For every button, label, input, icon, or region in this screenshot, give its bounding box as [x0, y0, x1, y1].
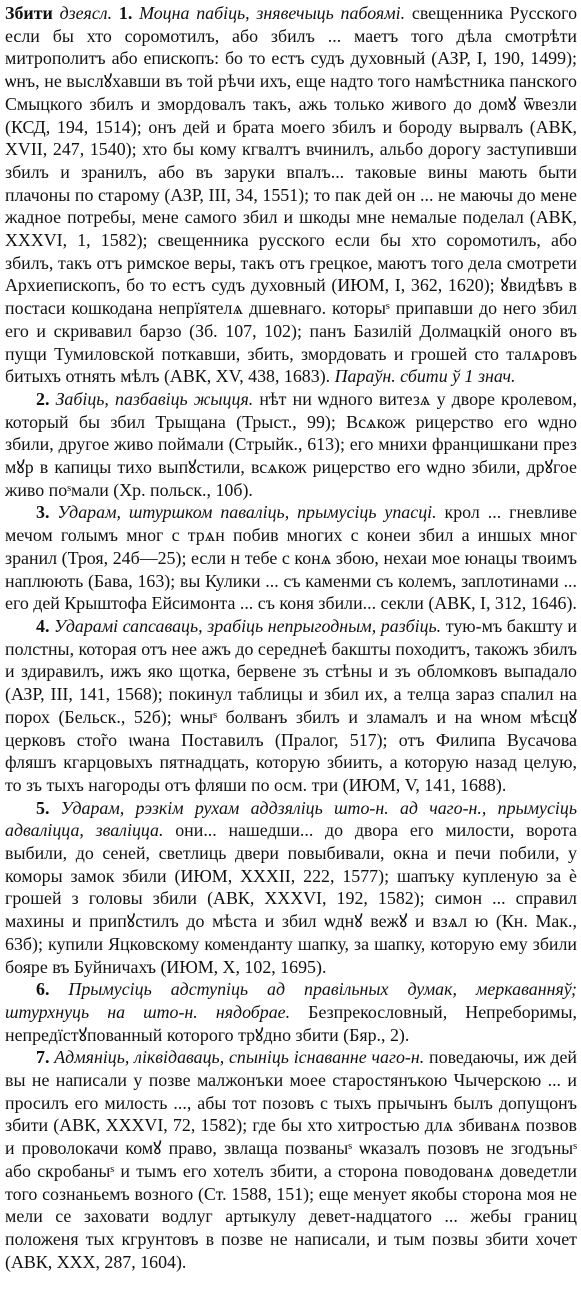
cross-reference: Параўн. сбити ў 1 знач.: [334, 366, 516, 387]
sense-number: 2.: [36, 388, 50, 409]
sense-number: 1.: [118, 3, 133, 23]
sense-gloss: Забіць, пазбавіць жыцця.: [55, 388, 254, 409]
sense-citations: тую-мъ бакшту и полстны, которая отъ нее ажъ до середнеѣ бакшты походитъ, такожъ збилъ и здиравилъ, ижъ яко щотка, бервене зъ стѣны и зъ обломковъ выпадало (АЗР, III, 141, 1568); покинул таблицы и збил их, а телца зараз спалил на порох (Бельск., 52б); ѡныˢ болванъ збилъ и зламалъ и на ѡном мѣсцꙋ церковъ сто̃го ιѡана Поставилъ (Пралог, 517); отъ Филипа Вусачова фляшъ кгарцовыхъ пятнадцать, которую збиить, а которую назад целую, то зъ тыхъ нагороды отъ фляши по осм. три (ИЮМ, V, 141, 1688).: [5, 615, 577, 795]
sense-gloss: Моцна пабіць, знявечыць пабоямі.: [139, 3, 406, 23]
headword: Збити: [5, 3, 53, 23]
sense-citations: свещенника Русского если бы хто соромотилъ, або збилъ ... маетъ того дѣла смотрѣти митрополитъ або епископъ: бо то естъ судъ духовный (АЗР, I, 190, 1499); ѡнъ, не выслꙋхавши въ той рѣчи ихъ, еще надто того намѣстника панского Смыцкого збилъ и змордовалъ такъ, ажь только живого до домꙋ ѿвезли (КСД, 194, 1514); онъ дей и брата моего збилъ и бороду вырвалъ (АВК, XVII, 247, 1540); хто бы кому кгвалтъ вчинилъ, альбо дорогу заступивши збилъ и зранилъ, або въ заруки впалъ... таковые вины мають быти плачоны по старому (АЗР, III, 34, 1551); то пак дей он ... не маючы до мене жадное потребы, мене самого збил и шкоды мне немалые поделал (АВК, XXXVI, 1, 1582); свещенника русского если бы хто соромотилъ, або збилъ, такъ отъ римское веры, такъ отъ грецкое, маютъ того дела смотрети Архиепископъ, бо то естъ судъ духовный (ИЮМ, I, 362, 1620); ꙋвидѣвъ в постаси кошкодана непрїятелѧ дшевнаго. которыˢ припавши до него збил его и скривавил барзо (Зб. 107, 102); панъ Базилій Долмацкій оного въ пущи Тумиловской поткавши, збить, змордовать и грошей сто талѧровъ битыхъ отнять мѣлъ (АВК, XV, 438, 1683).: [5, 3, 578, 387]
sense-number: 3.: [36, 502, 50, 523]
sense-citations: они... нашедши... до двора его милости, ворота выбили, до сеней, светлиць двери повыбивали, окна и печи побили, у коморы замок збили (ИЮМ, XXXII, 222, 1577); шапъку купленую за ѐ грошей з головы збили (АВК, XXXVI, 192, 1582); симон ... справил махины и припꙋстилъ до мѣста и збил ѡднꙋ вежꙋ и взѧл ю (Кн. Мак., 63б); купили Яцковскому коменданту шапку, за шапку, которую ему збили бояре въ Буйничахъ (ИЮМ, X, 102, 1695).: [5, 820, 577, 977]
sense-citations: Безпрекословный, Непреборимы, непредїстꙋпованный которого трꙋдно збити (Бяр., 2).: [5, 1001, 577, 1045]
sense-4: [5, 615, 577, 797]
sense-gloss: Адмяніць, ліквідаваць, спыніць існаванне чаго-н.: [54, 1047, 425, 1068]
sense-6: [5, 978, 577, 1046]
sense-number: 6.: [36, 979, 50, 1000]
sense-1: [5, 2, 577, 388]
sense-number: 5.: [36, 797, 50, 818]
sense-citations: крол ... гневливе мечом голымъ мног с трѧн побив многих с конеи збил а иншых мног зранил (Троя, 24б—25); если н тебе с конѧ збою, нехаи мое юнацы твоимъ наплюють (Бава, 163); вы Кулики ... съ каменми съ колемъ, заплотинами ... его дей Крыштофа Ейсимонта ... съ коня збили... секли (АВК, I, 312, 1646).: [5, 502, 577, 614]
sense-number: 4.: [36, 615, 50, 636]
sense-gloss: Ударам, рэзкім рухам аддзяліць што-н. ад чаго-н., прымусіць адваліцца, зваліцца.: [5, 797, 577, 841]
sense-gloss: Прымусіць адступіць ад правільных думак, меркаванняў; штурхнуць на што-н. нядобрае.: [5, 979, 577, 1022]
sense-7: [5, 1046, 577, 1273]
sense-citations: поведаючы, иж дей вы не написали у позве малжонъки моее старостянъкою Чычерскою ... и просилъ его милость ..., абы тот позовъ с тыхъ прычынъ былъ допущонъ збити (АВК, XXXVI, 72, 1582); где бы хто хитростью длѧ збиванѧ позвов и проволокачи комꙋ право, звлаща позваныˢ ѡказалъ позовъ не згодъныˢ або скробаныˢ и тымъ его хотелъ збити, а сторона поводованѧ доведетли того сознаньемъ возного (Ст. 1588, 151); еще менует якобы сторона моя не мели се заховати водлуг артыкулу девет-надцатого ... жебы границ положеня тых кгрунтовъ в позве не написали, и тым позвы збити хочет (АВК, XXX, 287, 1604).: [5, 1047, 577, 1272]
sense-2: [5, 388, 577, 502]
sense-5: [5, 797, 577, 979]
sense-gloss: Ударамі сапсаваць, зрабіць непрыгодным, разбіць.: [54, 615, 442, 636]
sense-3: [5, 501, 577, 615]
part-of-speech: дзеясл.: [59, 3, 113, 23]
sense-gloss: Ударам, штуршком паваліць, прымусіць упасці.: [57, 502, 437, 523]
sense-number: 7.: [36, 1047, 50, 1068]
sense-citations: нѣт ни ѡдного витезѧ у дворе кролевом, который бы збил Трыщана (Трыст., 99); Всѧкож рицерство его ѡдно збили, другое живо поймали (Стрыйк., 613); его мнихи францишкани през мꙋр в капицы тихо выпꙋстили, всѧкож рицерство его ѡдно збили, дрꙋгое живо поˢмали (Хр. польск., 10б).: [5, 388, 577, 500]
